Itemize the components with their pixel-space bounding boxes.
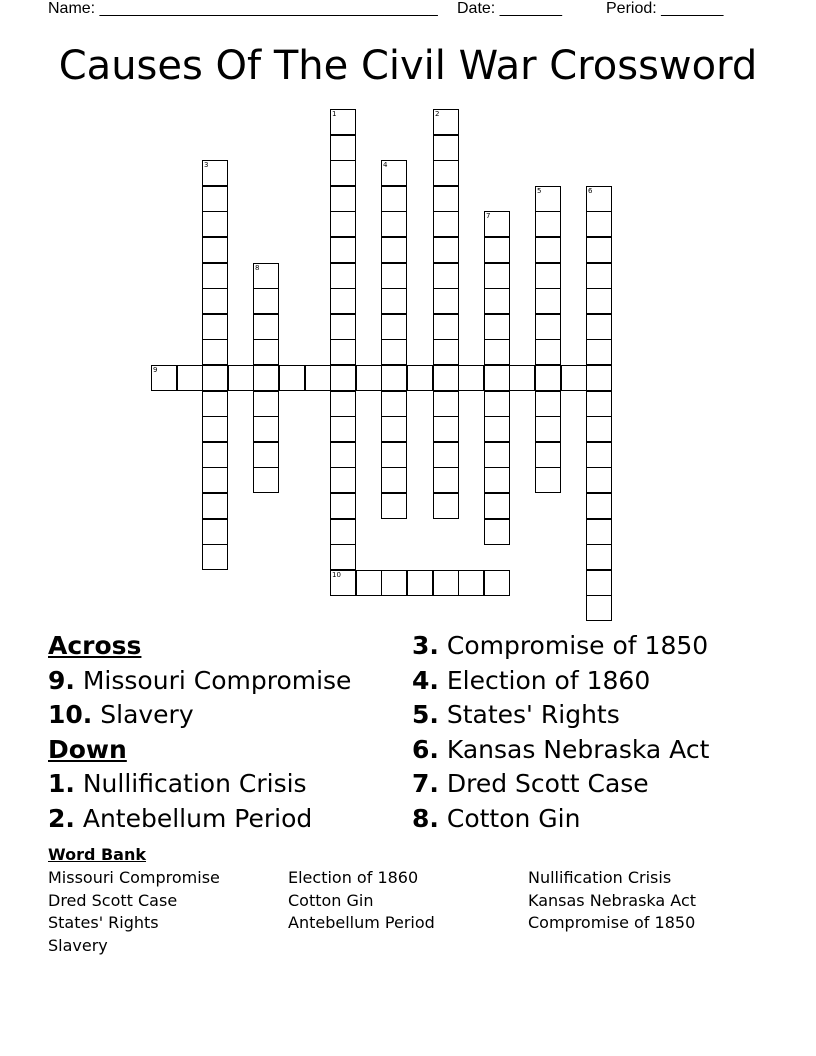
word-bank-title: Word Bank xyxy=(48,845,147,864)
crossword-cell[interactable] xyxy=(484,263,510,289)
crossword-cell[interactable] xyxy=(381,442,407,468)
crossword-cell[interactable] xyxy=(253,442,279,468)
crossword-cell[interactable] xyxy=(484,237,510,263)
crossword-cell[interactable] xyxy=(330,365,356,391)
crossword-cell[interactable] xyxy=(484,570,510,596)
crossword-cell[interactable] xyxy=(586,442,612,468)
crossword-cell[interactable] xyxy=(202,186,228,212)
crossword-cell[interactable] xyxy=(484,391,510,417)
crossword-cell[interactable] xyxy=(586,365,612,391)
crossword-cell[interactable] xyxy=(433,160,459,186)
clue-across-10: 10. Slavery xyxy=(48,700,194,729)
crossword-cell[interactable] xyxy=(381,339,407,365)
word-bank-column-2 xyxy=(288,867,435,935)
clue-down-7: 7. Dred Scott Case xyxy=(412,769,649,798)
crossword-cell[interactable] xyxy=(433,211,459,237)
crossword-cell[interactable] xyxy=(586,467,612,493)
crossword-cell[interactable] xyxy=(484,339,510,365)
crossword-cell[interactable] xyxy=(433,314,459,340)
crossword-cell[interactable] xyxy=(535,211,561,237)
crossword-cell[interactable] xyxy=(433,263,459,289)
crossword-cell[interactable] xyxy=(330,211,356,237)
crossword-cell[interactable] xyxy=(458,365,484,391)
crossword-cell[interactable] xyxy=(381,186,407,212)
crossword-cell[interactable] xyxy=(381,160,407,186)
crossword-cell[interactable] xyxy=(586,595,612,621)
crossword-cell[interactable] xyxy=(407,570,433,596)
crossword-cell[interactable] xyxy=(433,186,459,212)
crossword-cell[interactable] xyxy=(586,237,612,263)
crossword-cell[interactable] xyxy=(330,186,356,212)
crossword-cell[interactable] xyxy=(484,288,510,314)
crossword-cell[interactable] xyxy=(202,519,228,545)
crossword-cell[interactable] xyxy=(330,237,356,263)
crossword-cell[interactable] xyxy=(330,135,356,161)
word-bank-item: Nullification Crisis xyxy=(528,868,672,887)
crossword-cell[interactable] xyxy=(330,288,356,314)
crossword-cell[interactable] xyxy=(381,365,407,391)
clue-down-6: 6. Kansas Nebraska Act xyxy=(412,734,710,764)
crossword-cell[interactable] xyxy=(381,391,407,417)
crossword-cell[interactable] xyxy=(535,288,561,314)
crossword-cell[interactable] xyxy=(433,237,459,263)
crossword-cell[interactable] xyxy=(586,519,612,545)
clue-down-5: 5. States' Rights xyxy=(412,700,620,729)
clue-number: 5 xyxy=(537,187,542,195)
crossword-cell[interactable] xyxy=(381,314,407,340)
crossword-cell[interactable] xyxy=(202,314,228,340)
period-field[interactable]: Period: _______ xyxy=(606,0,724,17)
crossword-cell[interactable] xyxy=(535,237,561,263)
crossword-cell[interactable] xyxy=(586,339,612,365)
crossword-cell[interactable] xyxy=(586,493,612,519)
crossword-cell[interactable] xyxy=(433,467,459,493)
clue-number: 3 xyxy=(204,161,209,169)
down-heading: Down xyxy=(48,734,127,764)
crossword-cell[interactable] xyxy=(484,365,510,391)
word-bank-column-3 xyxy=(528,867,696,935)
clue-down-8: 8. Cotton Gin xyxy=(412,803,581,833)
date-field[interactable]: Date: _______ xyxy=(457,0,562,17)
crossword-cell[interactable] xyxy=(433,442,459,468)
name-field[interactable]: Name: ______________________________________ xyxy=(48,0,438,17)
clue-down-3: 3. Compromise of 1850 xyxy=(412,631,709,660)
crossword-cell[interactable] xyxy=(509,365,535,391)
clue-number: 6 xyxy=(588,187,593,195)
crossword-cell[interactable] xyxy=(586,186,612,212)
word-bank-item: Antebellum Period xyxy=(288,913,435,932)
crossword-cell[interactable] xyxy=(484,211,510,237)
crossword-cell[interactable] xyxy=(433,416,459,442)
crossword-cell[interactable] xyxy=(356,365,382,391)
page-title: Causes Of The Civil War Crossword xyxy=(58,43,758,89)
crossword-cell[interactable] xyxy=(586,416,612,442)
crossword-cell[interactable] xyxy=(433,288,459,314)
clue-across-9: 9. Missouri Compromise xyxy=(48,665,352,695)
clue-number: 7 xyxy=(486,212,491,220)
crossword-cell[interactable] xyxy=(202,237,228,263)
crossword-cell[interactable] xyxy=(535,186,561,212)
clue-number: 9 xyxy=(153,366,158,374)
crossword-cell[interactable] xyxy=(330,314,356,340)
crossword-cell[interactable] xyxy=(586,391,612,417)
crossword-cell[interactable] xyxy=(228,365,254,391)
crossword-cell[interactable] xyxy=(202,391,228,417)
crossword-cell[interactable] xyxy=(202,544,228,570)
crossword-cell[interactable] xyxy=(458,570,484,596)
clue-number: 4 xyxy=(383,161,388,169)
crossword-cell[interactable] xyxy=(586,211,612,237)
crossword-cell[interactable] xyxy=(330,442,356,468)
crossword-cell[interactable] xyxy=(253,339,279,365)
crossword-cell[interactable] xyxy=(330,160,356,186)
word-bank-item: Missouri Compromise xyxy=(48,868,220,887)
word-bank-item: Compromise of 1850 xyxy=(528,913,696,932)
across-heading: Across xyxy=(48,631,142,660)
crossword-cell[interactable] xyxy=(381,288,407,314)
crossword-cell[interactable] xyxy=(535,416,561,442)
crossword-cell[interactable] xyxy=(202,263,228,289)
crossword-cell[interactable] xyxy=(433,365,459,391)
crossword-cell[interactable] xyxy=(253,467,279,493)
crossword-cell[interactable] xyxy=(330,109,356,135)
crossword-cell[interactable] xyxy=(433,109,459,135)
crossword-cell[interactable] xyxy=(330,467,356,493)
crossword-cell[interactable] xyxy=(202,365,228,391)
clue-down-4: 4. Election of 1860 xyxy=(412,665,651,695)
crossword-cell[interactable] xyxy=(535,365,561,391)
crossword-cell[interactable] xyxy=(433,570,459,596)
crossword-cell[interactable] xyxy=(535,467,561,493)
crossword-cell[interactable] xyxy=(381,493,407,519)
crossword-cell[interactable] xyxy=(202,211,228,237)
crossword-cell[interactable] xyxy=(484,416,510,442)
crossword-cell[interactable] xyxy=(535,263,561,289)
word-bank-column-1 xyxy=(48,867,220,957)
clues-right-column xyxy=(412,629,709,836)
crossword-cell[interactable] xyxy=(433,391,459,417)
crossword-cell[interactable] xyxy=(484,442,510,468)
crossword-cell[interactable] xyxy=(381,237,407,263)
crossword-cell[interactable] xyxy=(330,416,356,442)
crossword-cell[interactable] xyxy=(535,339,561,365)
crossword-cell[interactable] xyxy=(586,263,612,289)
crossword-cell[interactable] xyxy=(305,365,331,391)
word-bank-item: States' Rights xyxy=(48,913,159,932)
crossword-cell[interactable] xyxy=(356,570,382,596)
clue-number: 8 xyxy=(255,264,260,272)
crossword-cell[interactable] xyxy=(433,135,459,161)
crossword-cell[interactable] xyxy=(253,391,279,417)
crossword-cell[interactable] xyxy=(177,365,203,391)
word-bank-item: Slavery xyxy=(48,935,108,955)
crossword-cell[interactable] xyxy=(381,416,407,442)
crossword-cell[interactable] xyxy=(202,288,228,314)
crossword-cell[interactable] xyxy=(330,391,356,417)
crossword-cell[interactable] xyxy=(330,544,356,570)
crossword-cell[interactable] xyxy=(330,339,356,365)
crossword-cell[interactable] xyxy=(253,263,279,289)
crossword-cell[interactable] xyxy=(484,493,510,519)
crossword-cell[interactable] xyxy=(330,263,356,289)
crossword-cell[interactable] xyxy=(535,391,561,417)
crossword-cell[interactable] xyxy=(202,416,228,442)
crossword-cell[interactable] xyxy=(407,365,433,391)
clue-number: 1 xyxy=(332,110,337,118)
crossword-cell[interactable] xyxy=(330,570,356,596)
crossword-cell[interactable] xyxy=(561,365,587,391)
clue-down-1: 1. Nullification Crisis xyxy=(48,769,307,798)
clues-left-column xyxy=(48,629,351,836)
crossword-cell[interactable] xyxy=(433,493,459,519)
crossword-cell[interactable] xyxy=(586,544,612,570)
crossword-cell[interactable] xyxy=(253,314,279,340)
crossword-cell[interactable] xyxy=(381,211,407,237)
word-bank-item: Dred Scott Case xyxy=(48,890,178,910)
crossword-cell[interactable] xyxy=(484,467,510,493)
clue-down-2: 2. Antebellum Period xyxy=(48,803,313,833)
clue-number: 10 xyxy=(332,571,341,579)
crossword-cell[interactable] xyxy=(535,442,561,468)
crossword-cell[interactable] xyxy=(330,493,356,519)
crossword-cell[interactable] xyxy=(253,288,279,314)
word-bank-item: Cotton Gin xyxy=(288,890,374,910)
crossword-cell[interactable] xyxy=(381,467,407,493)
crossword-cell[interactable] xyxy=(202,467,228,493)
crossword-cell[interactable] xyxy=(484,314,510,340)
crossword-cell[interactable] xyxy=(202,442,228,468)
crossword-cell[interactable] xyxy=(202,339,228,365)
crossword-cell[interactable] xyxy=(202,493,228,519)
crossword-cell[interactable] xyxy=(330,519,356,545)
crossword-cell[interactable] xyxy=(381,263,407,289)
crossword-cell[interactable] xyxy=(433,339,459,365)
crossword-cell[interactable] xyxy=(586,570,612,596)
crossword-cell[interactable] xyxy=(279,365,305,391)
clue-number: 2 xyxy=(435,110,440,118)
crossword-cell[interactable] xyxy=(202,160,228,186)
crossword-cell[interactable] xyxy=(151,365,177,391)
crossword-cell[interactable] xyxy=(535,314,561,340)
crossword-cell[interactable] xyxy=(253,416,279,442)
word-bank-item: Election of 1860 xyxy=(288,868,419,887)
word-bank-item: Kansas Nebraska Act xyxy=(528,890,697,910)
crossword-cell[interactable] xyxy=(381,570,407,596)
crossword-cell[interactable] xyxy=(586,314,612,340)
crossword-cell[interactable] xyxy=(253,365,279,391)
crossword-cell[interactable] xyxy=(586,288,612,314)
crossword-cell[interactable] xyxy=(484,519,510,545)
